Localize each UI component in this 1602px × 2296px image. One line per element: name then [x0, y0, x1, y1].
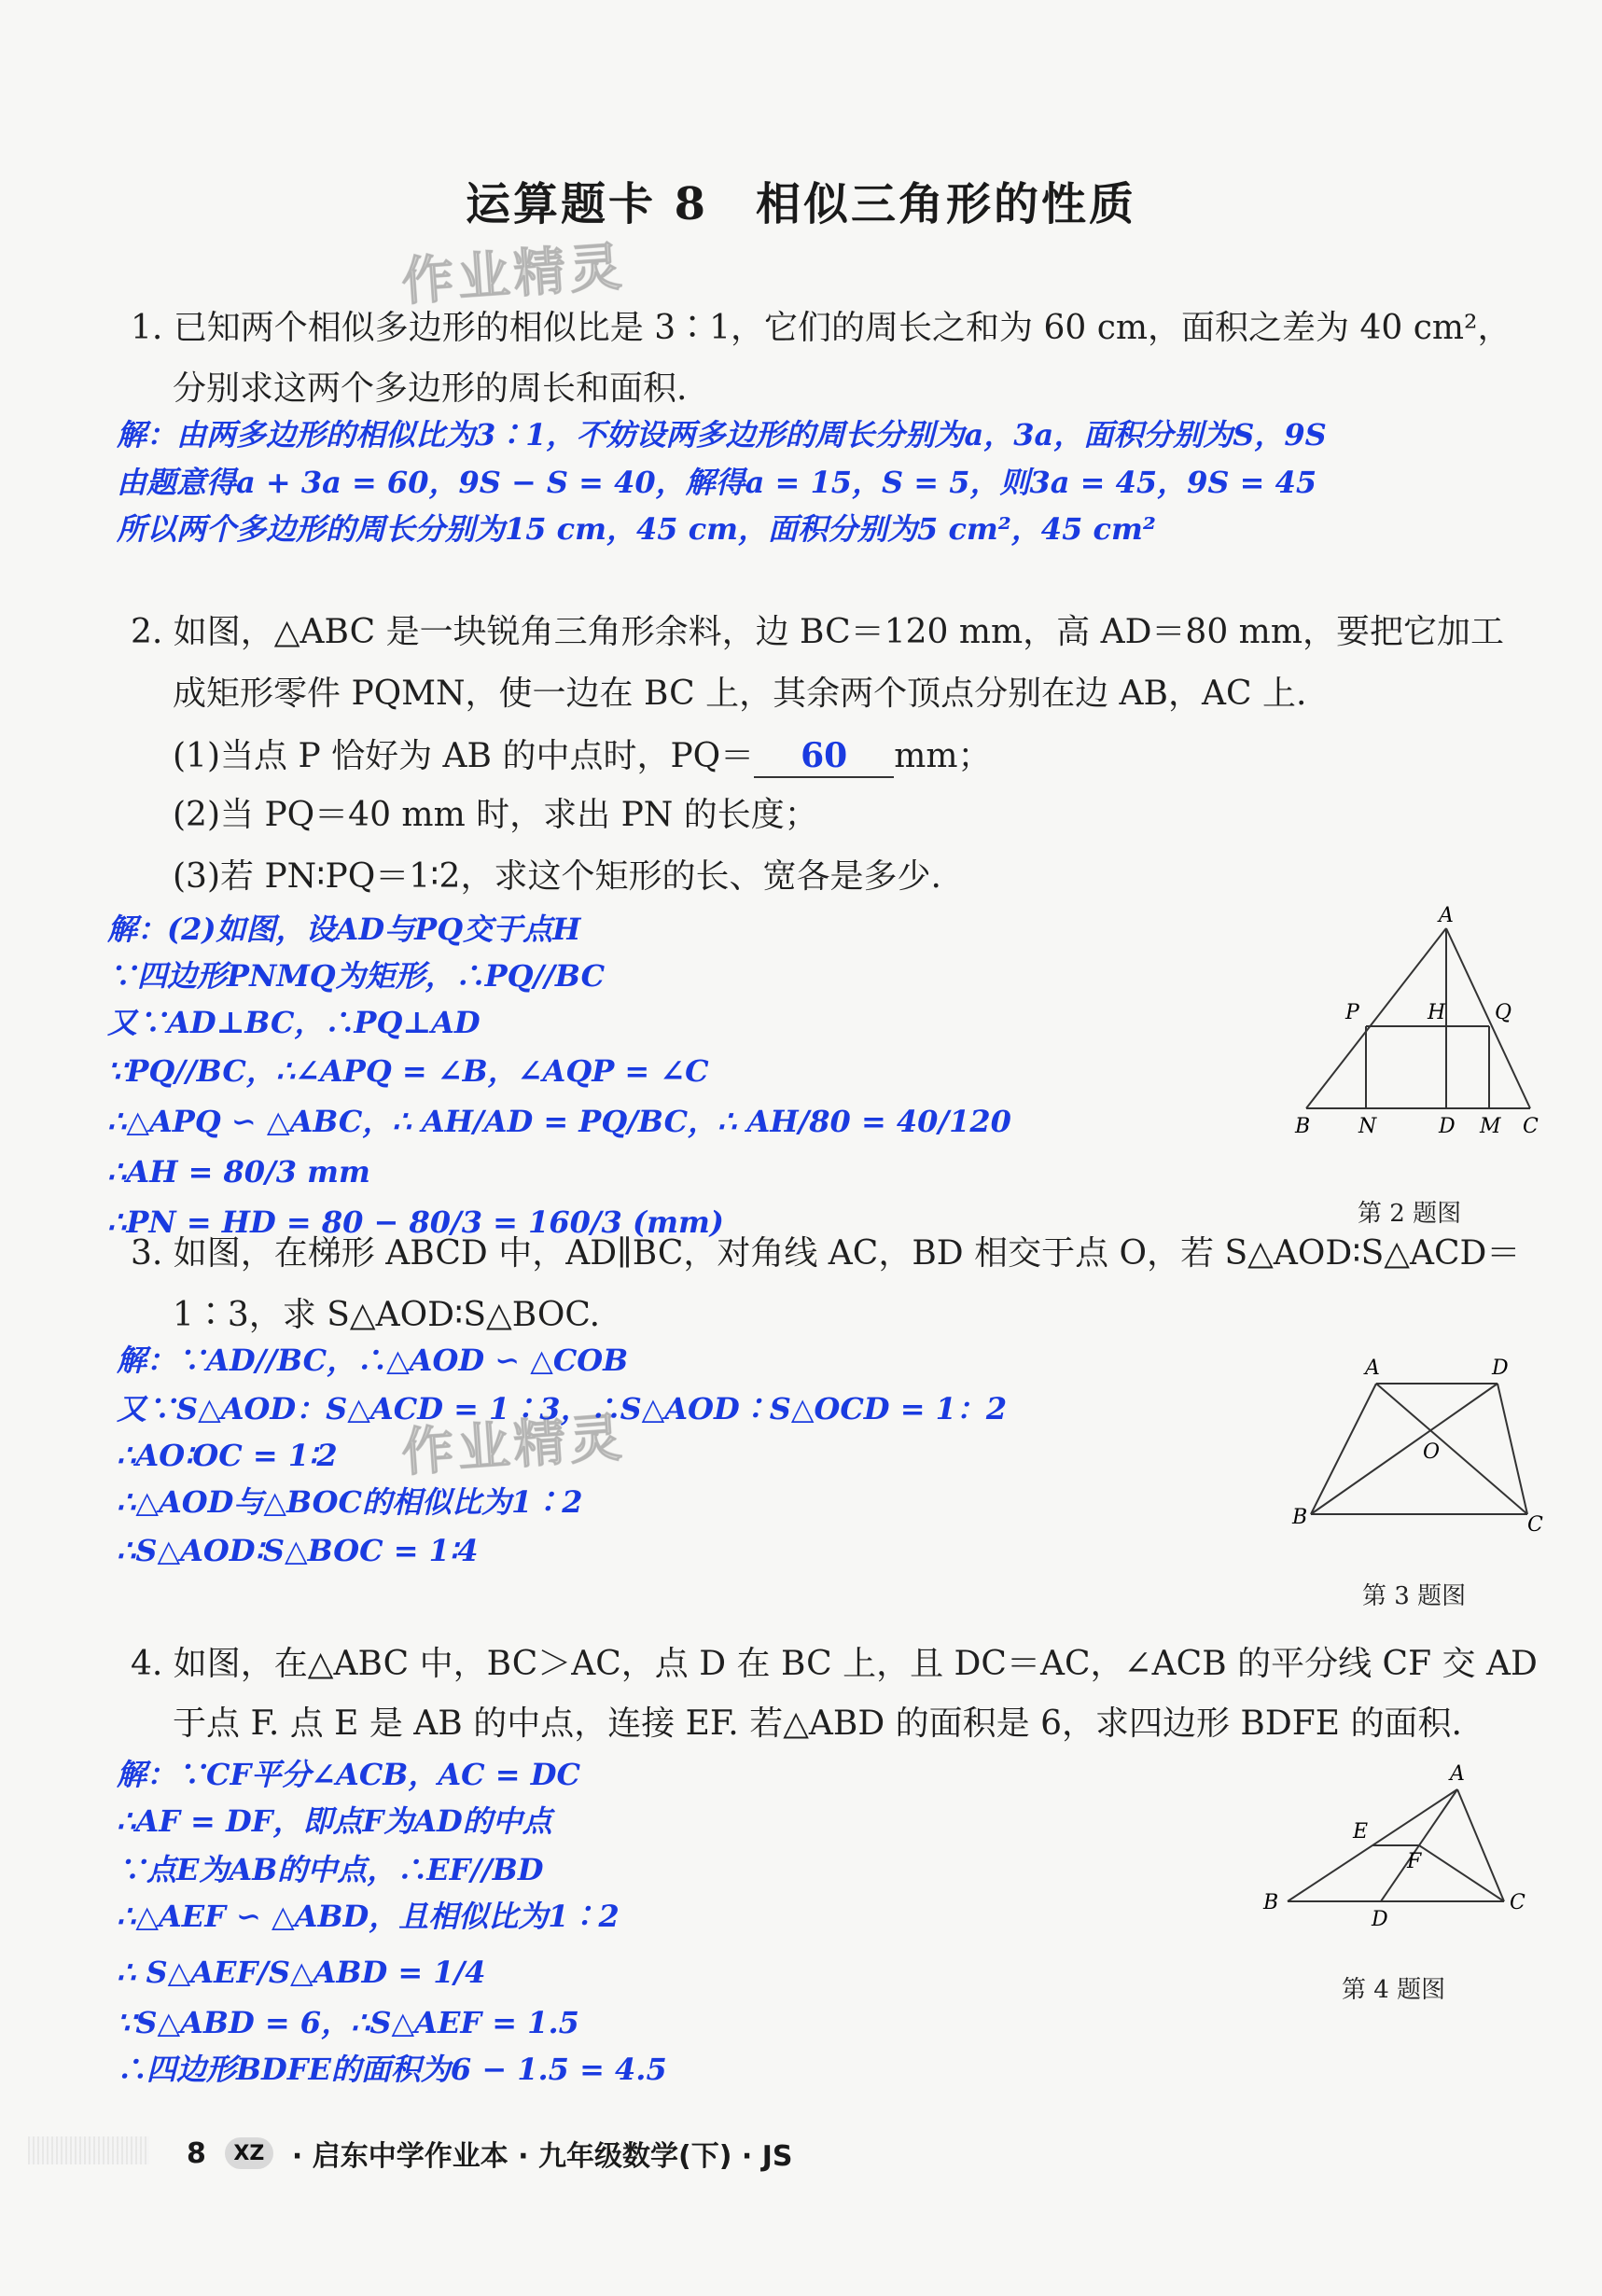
figure-4-caption: 第 4 题图 [1342, 1976, 1446, 2004]
page-title: 运算题卡 8 相似三角形的性质 [465, 178, 1137, 230]
label-F: F [1407, 1850, 1422, 1873]
answer-4-line: ∴△AEF ∽ △ABD，且相似比为1∶2 [117, 1899, 620, 1934]
answer-3-line: ∴△AOD与△BOC的相似比为1∶2 [117, 1484, 583, 1520]
label-O: O [1423, 1440, 1441, 1464]
answer-3-line: 又∵S△AOD：S△ACD = 1∶3，∴S△AOD∶S△OCD = 1：2 [117, 1391, 1008, 1426]
question-1-line-1: 1. 已知两个相似多边形的相似比是 3∶1，它们的周长之和为 60 cm，面积之差为 40 cm²， [131, 309, 1511, 347]
answer-2-line: ∴AH = 80/3 mm [107, 1154, 370, 1190]
answer-1-line: 所以两个多边形的周长分别为15 cm，45 cm，面积分别为5 cm²，45 cm² [117, 511, 1156, 547]
answer-3-line: ∴S△AOD∶S△BOC = 1∶4 [117, 1533, 479, 1568]
label-C: C [1527, 1513, 1543, 1537]
label-M: M [1480, 1115, 1501, 1138]
question-2-line-1: 2. 如图，△ABC 是一块锐角三角形余料，边 BC＝120 mm，高 AD＝80 mm，要把它加工 [131, 613, 1504, 651]
label-B: B [1263, 1891, 1279, 1914]
answer-4-line: ∵点E为AB的中点，∴EF//BD [117, 1852, 544, 1887]
label-D: D [1372, 1908, 1388, 1931]
answer-2-line: 又∵AD⊥BC，∴PQ⊥AD [107, 1005, 481, 1040]
answer-2-line: ∴PN = HD = 80 − 80/3 = 160/3 (mm) [107, 1204, 724, 1240]
question-3-line-2: 1∶3，求 S△AOD∶S△BOC. [173, 1296, 601, 1334]
figure-3-trapezoid [1283, 1348, 1563, 1539]
answer-1-line: 解：由两多边形的相似比为3∶1，不妨设两多边形的周长分别为a，3a，面积分别为S，9S [117, 417, 1327, 452]
label-A: A [1439, 905, 1454, 927]
page-footer [187, 2133, 792, 2174]
answer-2-line: ∵PQ//BC，∴∠APQ = ∠B，∠AQP = ∠C [107, 1053, 709, 1089]
question-2-sub-1 [173, 735, 991, 778]
label-P: P [1345, 1001, 1359, 1024]
answer-3-line: ∴AO∶OC = 1∶2 [117, 1438, 338, 1473]
label-D: D [1439, 1115, 1456, 1138]
answer-3-line: 解：∵AD//BC，∴△AOD ∽ △COB [117, 1343, 629, 1378]
blank-answer-field[interactable]: 60 [754, 735, 894, 778]
xz-logo-icon: XZ [225, 2137, 273, 2169]
label-B: B [1295, 1115, 1311, 1138]
label-N: N [1358, 1115, 1377, 1138]
label-E: E [1353, 1820, 1369, 1844]
answer-4-line: ∵S△ABD = 6，∴S△AEF = 1.5 [117, 2005, 579, 2040]
question-2-line-2: 成矩形零件 PQMN，使一边在 BC 上，其余两个顶点分别在边 AB，AC 上. [173, 675, 1307, 713]
sub-1-prefix: (1)当点 P 恰好为 AB 的中点时，PQ＝ [173, 737, 755, 775]
label-B: B [1292, 1506, 1308, 1529]
question-2-sub-2: (2)当 PQ＝40 mm 时，求出 PN 的长度； [173, 796, 818, 834]
scan-noise [28, 2136, 149, 2164]
label-Q: Q [1495, 1001, 1512, 1024]
label-D: D [1492, 1357, 1509, 1380]
sub-1-suffix: mm； [894, 737, 992, 775]
question-4-line-1: 4. 如图，在△ABC 中，BC＞AC，点 D 在 BC 上，且 DC＝AC，∠ACB 的平分线 CF 交 AD [131, 1645, 1538, 1683]
figure-3-caption: 第 3 题图 [1362, 1582, 1467, 1610]
watermark: 作业精灵 [399, 1407, 628, 1484]
answer-4-line: ∴ S△AEF/S△ABD = 1/4 [117, 1955, 486, 1990]
watermark: 作业精灵 [399, 236, 628, 313]
question-3-line-1: 3. 如图，在梯形 ABCD 中，AD∥BC，对角线 AC，BD 相交于点 O，若 S△AOD∶S△ACD＝ [131, 1234, 1521, 1273]
footer-book-title: · 启东中学作业本 · 九年级数学(下) · JS [291, 2140, 793, 2173]
label-H: H [1428, 1001, 1446, 1024]
question-1-line-2: 分别求这两个多边形的周长和面积. [173, 369, 688, 408]
label-C: C [1523, 1115, 1539, 1138]
answer-4-line: 解：∵CF平分∠ACB，AC = DC [117, 1757, 580, 1792]
label-C: C [1510, 1891, 1525, 1914]
answer-4-line: ∴AF = DF，即点F为AD的中点 [117, 1803, 552, 1839]
answer-2-line: 解：(2)如图，设AD与PQ交于点H [107, 911, 581, 947]
question-4-line-2: 于点 F. 点 E 是 AB 的中点，连接 EF. 若△ABD 的面积是 6，求四边形 BDFE 的面积. [173, 1705, 1462, 1743]
figure-4-triangle [1250, 1763, 1549, 1941]
page-number: 8 [187, 2136, 206, 2170]
answer-2-line: ∵四边形PNMQ为矩形，∴PQ//BC [107, 958, 606, 994]
answer-4-line: ∴四边形BDFE的面积为6 − 1.5 = 4.5 [117, 2052, 667, 2087]
figure-2-triangle [1278, 905, 1558, 1138]
question-2-sub-3: (3)若 PN∶PQ＝1∶2，求这个矩形的长、宽各是多少. [173, 857, 941, 896]
figure-2-caption: 第 2 题图 [1358, 1200, 1462, 1228]
label-A: A [1365, 1357, 1380, 1380]
answer-1-line: 由题意得a + 3a = 60，9S − S = 40，解得a = 15，S = 5，则3a = 45，9S = 45 [117, 465, 1317, 500]
label-A: A [1450, 1763, 1465, 1786]
answer-2-line: ∴△APQ ∽ △ABC，∴ AH/AD = PQ/BC，∴ AH/80 = 40/120 [107, 1104, 1011, 1139]
